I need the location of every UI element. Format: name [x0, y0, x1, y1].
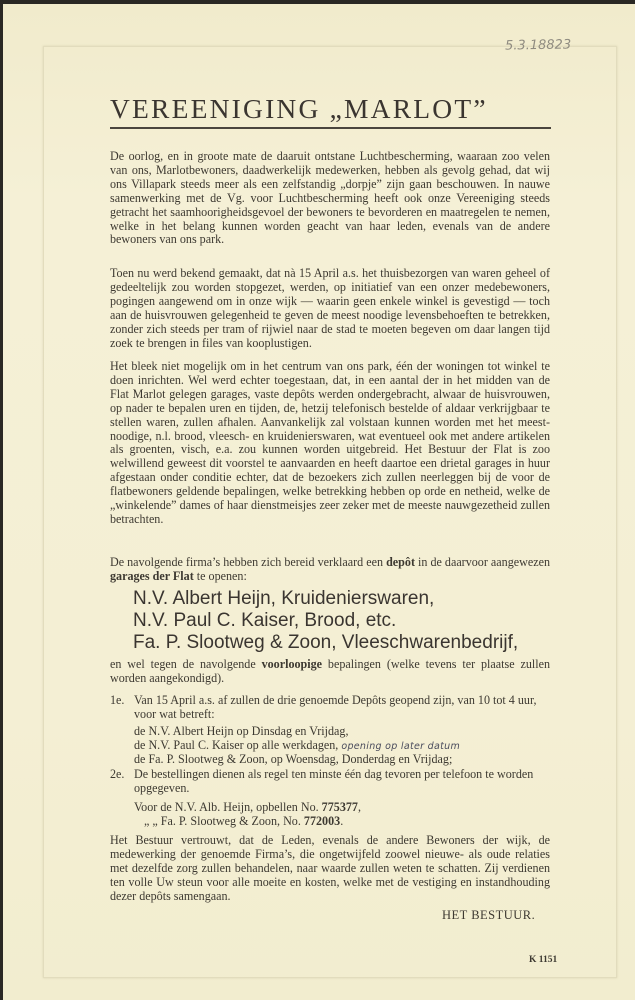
p4-text-mid: in de daarvoor aangewezen — [414, 555, 550, 569]
phone-item: „ „ Fa. P. Slootweg & Zoon, No. 772003. — [144, 813, 344, 828]
p4-text-end: te openen: — [193, 568, 247, 583]
p5-text: en wel tegen de navolgende — [110, 657, 262, 671]
paragraph-3-block — [110, 360, 550, 527]
provision-text: De bestellingen dienen als regel ten minste één dag tevoren per telefoon te worden opgegeven. — [134, 767, 534, 795]
signature: HET BESTUUR. — [442, 908, 536, 922]
title-underline — [110, 127, 551, 129]
phone-number: 772003 — [303, 813, 341, 828]
firm-item: N.V. Paul C. Kaiser, Brood, etc. — [133, 610, 397, 631]
paragraph-6-block — [110, 834, 550, 904]
firm-item: Fa. P. Slootweg & Zoon, Vleeschwarenbedrijf, — [133, 632, 519, 653]
schedule-text: de N.V. Paul C. Kaiser op alle werkdagen, — [134, 737, 339, 752]
p5-bold: voorloopige — [261, 657, 323, 671]
paragraph-2-block — [110, 267, 550, 350]
firm-list — [133, 588, 553, 654]
phone-number: 775377 — [321, 800, 358, 814]
provision-number: 1e. — [110, 693, 125, 707]
phone-list — [134, 801, 554, 828]
print-code: K 1151 — [529, 955, 558, 965]
p5-text-end: bepalingen (welke tevens ter plaatse zullen worden aangekondigd). — [110, 657, 550, 685]
paragraph-4-block — [110, 556, 550, 584]
provision-text: Van 15 April a.s. af zullen de drie genoemde Depôts geopend zijn, van 10 tot 4 uur, voor wat betreft: — [134, 693, 537, 721]
paragraph-5 — [110, 658, 550, 686]
intro-paragraph — [110, 150, 550, 247]
schedule-item: de Fa. P. Slootweg & Zoon, op Woensdag, Donderdag en Vrijdag; — [134, 752, 453, 767]
p4-bold-depot: depôt — [386, 555, 415, 569]
archive-number: 5.3.18823 — [504, 37, 572, 54]
paragraph-6: Het Bestuur vertrouwt, dat de Leden, evenals de andere Bewoners der wijk, de medewerking der genoemde Firma’s, die ongetwijfeld zoowel nieuwe- als oude relaties met dezelfde zorg zullen behandelen, naar waarde zullen weten te schatten. Zij verdienen ten volle Uw steun voor alle moeite en kosten, welke met de vestiging en instandhouding dezer depôts samengaan. — [110, 833, 550, 903]
document-title: VEREENIGING „MARLOT” — [110, 93, 488, 124]
paragraph-5-block — [110, 658, 550, 686]
p4-text: De navolgende firma’s hebben zich bereid verklaard een — [110, 555, 387, 569]
phone-item: Voor de N.V. Alb. Heijn, opbellen No. 775377, — [134, 800, 361, 814]
provision-number: 2e. — [110, 767, 125, 781]
schedule-item — [134, 739, 554, 754]
schedule-list — [134, 725, 554, 767]
paragraph-4 — [110, 556, 550, 584]
paragraph-1: De oorlog, en in groote mate de daaruit ontstane Luchtbescherming, waaraan zoo velen van ons, Marlotbewoners, daadwerkelijk medewerken, hebben als gevolg gehad, dat wij ons Villapark steeds meer als een zelfstandig „dorpje” zijn gaan beschouwen. In nauwe samenwerking met de Vg. voor Luchtbescherming heeft ook onze Vereeniging steeds getracht het saamhoorigheidsgevoel der bewoners te bevorderen en maatregelen te nemen, welke in het belang kunnen worden geacht van haar leden, evenals van de andere bewoners van ons park. — [110, 149, 550, 247]
handwritten-note: opening op later datum — [341, 740, 461, 752]
provision-2 — [110, 768, 550, 796]
paragraph-2: Toen nu werd bekend gemaakt, dat nà 15 April a.s. het thuisbezorgen van waren geheel of gedeeltelijk zou worden stopgezet, werden, op initiatief van een onzer medebewoners, pogingen aangewend om in onze wijk — waarin geen enkele winkel is gevestigd — toch aan de huisvrouwen gelegenheid te geven de meest noodige levensbehoeften te betrekken, zonder zich steeds per tram of rijwiel naar de stad te moeten begeven om daar langen tijd zoek te brengen in files van kooplustigen. — [110, 266, 550, 350]
schedule-item: de N.V. Albert Heijn op Dinsdag en Vrijdag, — [134, 724, 349, 738]
provision-1 — [110, 694, 550, 722]
paragraph-3: Het bleek niet mogelijk om in het centrum van ons park, één der woningen tot winkel te doen inrichten. Wel werd echter toegestaan, dat, in een aantal der in het midden van de Flat Marlot gelegen garages, vaste depôts werden ondergebracht, alwaar de huisvrouwen, op nader te bepalen uren en tijden, de, hetzij telefonisch bestelde of aldaar verkrijgbaar te stellen waren, zullen afhalen. Aanvankelijk zal volstaan kunnen worden met het meest-noodige, n.l. brood, vleesch- en kruidenierswaren, wat eventueel ook met andere artikelen als groenten, visch, e.a. zou kunnen worden uitgebreid. Het Bestuur der Flat is zoo welwillend geweest dit voorstel te aanvaarden en heeft daartoe een drietal garages in huur afgestaan onder conditie echter, dat de bezoekers zich zullen neerleggen bij de voor de flatbewoners geldende bepalingen, welke betrekking hebben op orde en netheid, welke de „winkelende” dames of haar dienstmeisjes zeer zeker met de meeste nauwgezetheid zullen betrachten. — [110, 359, 550, 526]
p4-bold-garages: garages der Flat — [110, 568, 194, 583]
firm-item: N.V. Albert Heijn, Kruidenierswaren, — [133, 588, 435, 609]
